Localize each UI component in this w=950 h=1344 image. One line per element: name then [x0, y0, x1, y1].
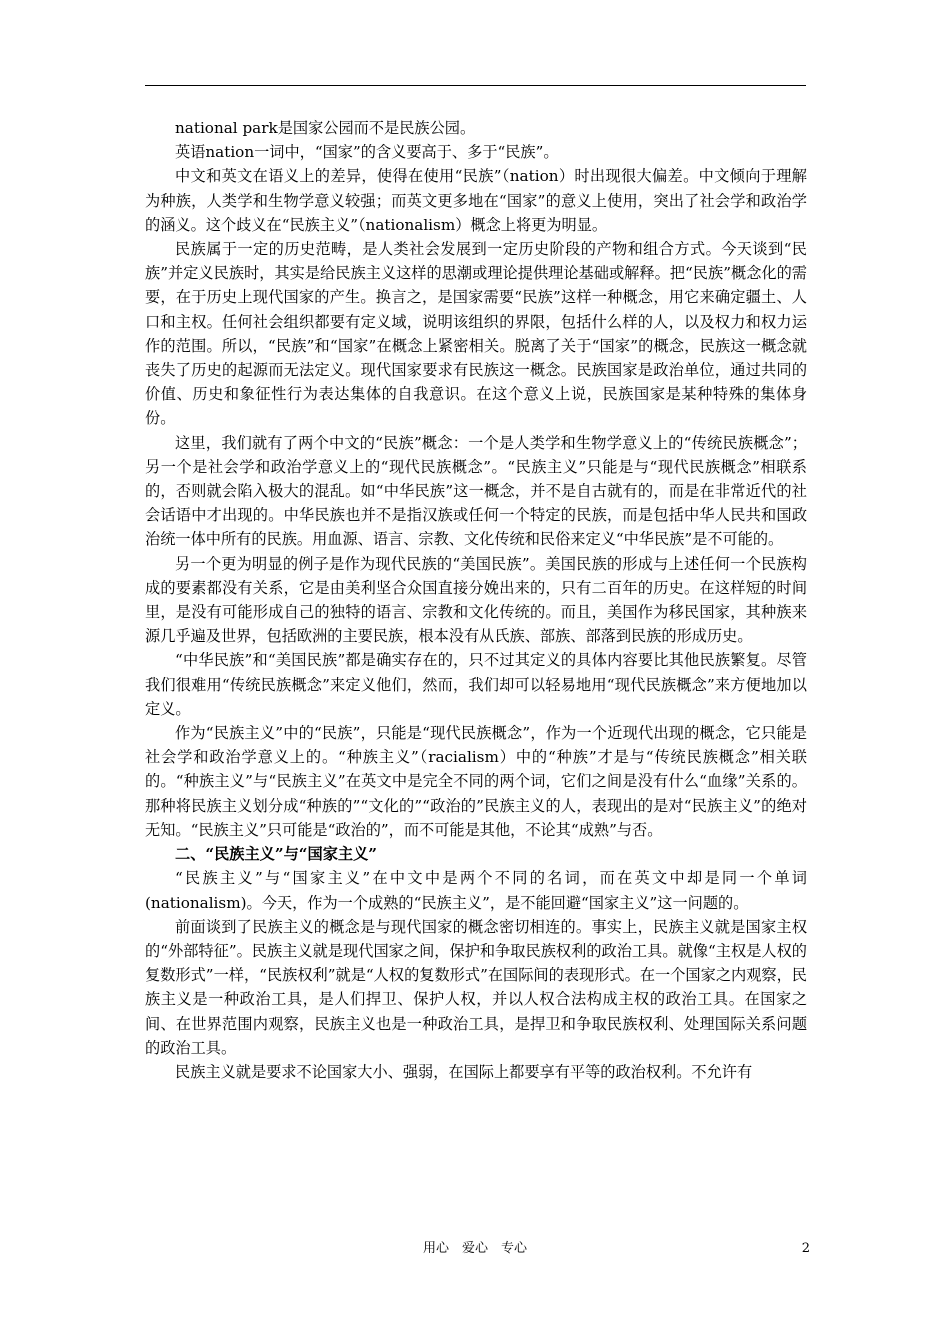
paragraph: 作为“民族主义”中的“民族”，只能是“现代民族概念”，作为一个近现代出现的概念，它只能是社会学和政治学意义上的。“种族主义”（racialism）中的“种族”才是与“传统民族概念”相关联的。“种族主义”与“民族主义”在英文中是完全不同的两个词，它们之间是没有什么“血缘”关系的。那种将民族主义划分成“种族的”“文化的”“政治的”民族主义的人，表现出的是对“民族主义”的绝对无知。“民族主义”只可能是“政治的”，而不可能是其他，不论其“成熟”与否。 [145, 724, 807, 839]
paragraph: 中文和英文在语义上的差异，使得在使用“民族”（nation）时出现很大偏差。中文倾向于理解为种族，人类学和生物学意义较强；而英文更多地在“国家”的意义上使用，突出了社会学和政治学的涵义。这个歧义在“民族主义”（nationalism）概念上将更为明显。 [145, 167, 807, 234]
header-rule [145, 85, 806, 86]
section-heading: 二、“民族主义”与“国家主义” [175, 845, 378, 864]
paragraph: “中华民族”和“美国民族”都是确实存在的，只不过其定义的具体内容要比其他民族繁复。尽管我们很难用“传统民族概念”来定义他们，然而，我们却可以轻易地用“现代民族概念”来方便地加以定义。 [145, 651, 807, 718]
document-body [145, 116, 807, 1084]
paragraph: 这里，我们就有了两个中文的“民族”概念：一个是人类学和生物学意义上的“传统民族概念”；另一个是社会学和政治学意义上的“现代民族概念”。“民族主义”只能是与“现代民族概念”相联系的，否则就会陷入极大的混乱。如“中华民族”这一概念，并不是自古就有的，而是在非常近代的社会话语中才出现的。中华民族也并不是指汉族或任何一个特定的民族，而是包括中华人民共和国政治统一体中所有的民族。用血源、语言、宗教、文化传统和民俗来定义“中华民族”是不可能的。 [145, 433, 807, 549]
paragraph: 英语nation一词中，“国家”的含义要高于、多于“民族”。 [175, 143, 559, 162]
paragraph: 前面谈到了民族主义的概念是与现代国家的概念密切相连的。事实上，民族主义就是国家主权的“外部特征”。民族主义就是现代国家之间，保护和争取民族权利的政治工具。就像“主权是人权的复数形式”一样，“民族权利”就是“人权的复数形式”在国际间的表现形式。在一个国家之内观察，民族主义是一种政治工具，是人们捍卫、保护人权，并以人权合法构成主权的政治工具。在国家之间、在世界范围内观察，民族主义也是一种政治工具，是捍卫和争取民族权利、处理国际关系问题的政治工具。 [145, 917, 807, 1057]
page-number: 2 [801, 1241, 810, 1256]
paragraph: national park是国家公园而不是民族公园。 [175, 119, 476, 137]
paragraph: 民族主义就是要求不论国家大小、强弱，在国际上都要享有平等的政治权利。不允许有 [175, 1062, 753, 1081]
paragraph: 民族属于一定的历史范畴，是人类社会发展到一定历史阶段的产物和组合方式。今天谈到“民族”并定义民族时，其实是给民族主义这样的思潮或理论提供理论基础或解释。把“民族”概念化的需要，在于历史上现代国家的产生。换言之，是国家需要“民族”这样一种概念，用它来确定疆土、人口和主权。任何社会组织都要有定义域，说明该组织的界限，包括什么样的人，以及权力和权力运作的范围。所以，“民族”和“国家”在概念上紧密相关。脱离了关于“国家”的概念，民族这一概念就丧失了历史的起源而无法定义。现代国家要求有民族这一概念。民族国家是政治单位，通过共同的价值、历史和象征性行为表达集体的自我意识。在这个意义上说，民族国家是某种特殊的集体身份。 [145, 240, 807, 428]
footer-text: 用心 爱心 专心 [422, 1241, 527, 1256]
paragraph: 另一个更为明显的例子是作为现代民族的“美国民族”。美国民族的形成与上述任何一个民族构成的要素都没有关系，它是由美利坚合众国直接分娩出来的，只有二百年的历史。在这样短的时间里，是没有可能形成自己的独特的语言、宗教和文化传统的。而且，美国作为移民国家，其种族来源几乎遍及世界，包括欧洲的主要民族，根本没有从氏族、部族、部落到民族的形成历史。 [145, 554, 807, 646]
paragraph: “民族主义”与“国家主义”在中文中是两个不同的名词，而在英文中却是同一个单词(nationalism)。今天，作为一个成熟的“民族主义”，是不能回避“国家主义”这一问题的。 [145, 869, 807, 912]
